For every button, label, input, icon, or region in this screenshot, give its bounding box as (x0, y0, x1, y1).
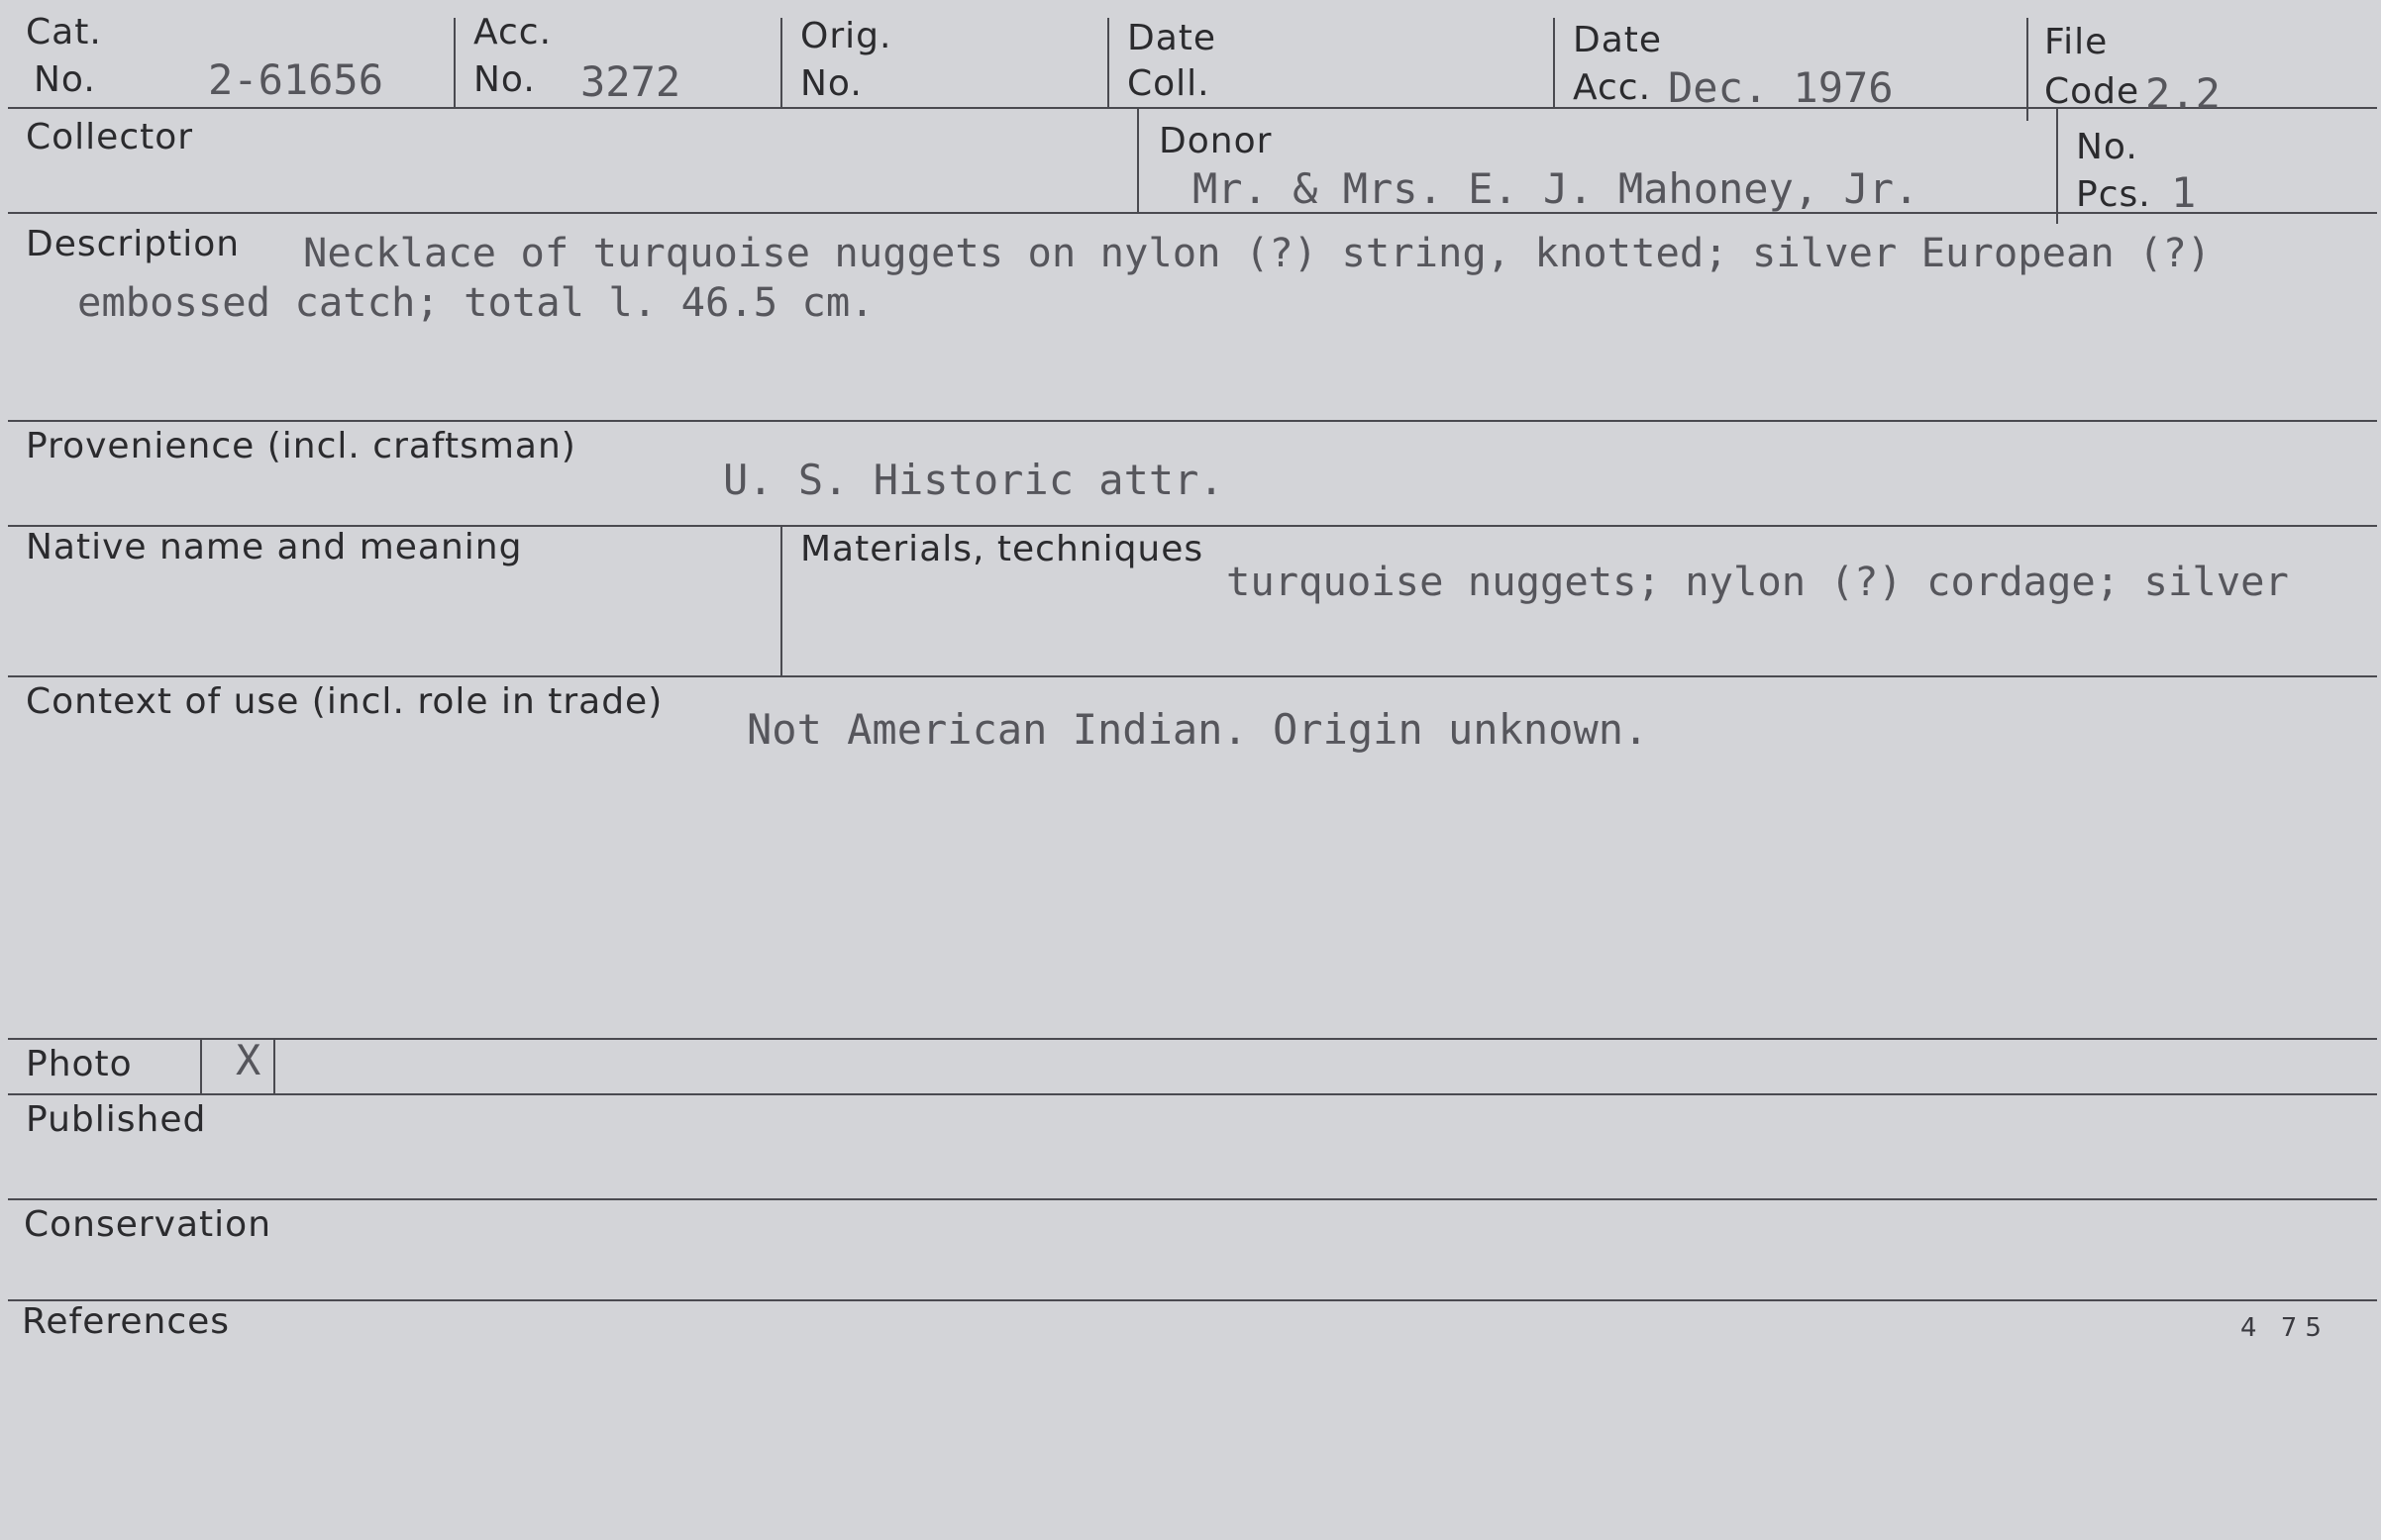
photo-check-mark: X (236, 1036, 261, 1084)
form-code: 4 75 (2240, 1313, 2329, 1343)
divider-datecoll-dateacc (1553, 18, 1555, 109)
donor-label: Donor (1159, 121, 1273, 161)
file-label-line1: File (2044, 22, 2109, 62)
date-acc-label-line2: Acc. (1573, 67, 1652, 108)
donor-value: Mr. & Mrs. E. J. Mahoney, Jr. (1192, 164, 1919, 213)
description-label: Description (26, 224, 241, 264)
conservation-bottom-rule (8, 1299, 2377, 1301)
divider-photo-label (200, 1038, 202, 1095)
published-label: Published (26, 1099, 207, 1140)
context-bottom-rule (8, 1038, 2377, 1040)
references-label: References (22, 1301, 231, 1342)
file-label-line2: Code (2044, 71, 2140, 112)
conservation-label: Conservation (24, 1204, 272, 1245)
collector-label: Collector (26, 117, 194, 157)
photo-bottom-rule (8, 1093, 2377, 1095)
context-label: Context of use (incl. role in trade) (26, 681, 664, 722)
description-line1: Necklace of turquoise nuggets on nylon (?) string, knotted; silver European (?) (303, 229, 2212, 276)
divider-dateacc-file (2026, 18, 2028, 121)
materials-value: turquoise nuggets; nylon (?) cordage; silver (1226, 558, 2289, 605)
date-acc-value: Dec. 1976 (1668, 63, 1894, 112)
divider-photo-value (273, 1038, 275, 1095)
file-code-value: 2.2 (2145, 69, 2221, 118)
provenience-label: Provenience (incl. craftsman) (26, 426, 576, 466)
acc-number-value: 3272 (580, 57, 681, 106)
acc-label-line1: Acc. (473, 12, 553, 52)
divider-collector-donor (1137, 109, 1139, 214)
divider-native-materials (780, 525, 782, 677)
divider-acc-orig (780, 18, 782, 109)
photo-label: Photo (26, 1044, 133, 1084)
no-pcs-label-line1: No. (2076, 127, 2138, 167)
published-bottom-rule (8, 1198, 2377, 1200)
provenience-value: U. S. Historic attr. (723, 456, 1224, 504)
header-bottom-rule (8, 107, 2377, 109)
cat-label-line2: No. (34, 59, 96, 100)
materials-bottom-rule (8, 675, 2377, 677)
date-coll-label-line2: Coll. (1127, 63, 1210, 104)
native-name-label: Native name and meaning (26, 527, 523, 567)
no-pcs-label-line2: Pcs. (2076, 174, 2151, 215)
description-line2: embossed catch; total l. 46.5 cm. (77, 278, 875, 326)
context-value: Not American Indian. Origin unknown. (747, 705, 1649, 754)
orig-label-line2: No. (800, 63, 863, 104)
materials-label: Materials, techniques (800, 529, 1204, 569)
divider-cat-acc (454, 18, 456, 109)
divider-donor-pcs (2056, 109, 2058, 224)
no-pcs-value: 1 (2171, 168, 2197, 217)
acc-label-line2: No. (473, 59, 536, 100)
orig-label-line1: Orig. (800, 16, 892, 56)
date-acc-label-line1: Date (1573, 20, 1663, 60)
cat-number-value: 2-61656 (208, 55, 384, 104)
divider-orig-datecoll (1107, 18, 1109, 109)
description-bottom-rule (8, 420, 2377, 422)
date-coll-label-line1: Date (1127, 18, 1217, 58)
cat-label-line1: Cat. (26, 12, 102, 52)
